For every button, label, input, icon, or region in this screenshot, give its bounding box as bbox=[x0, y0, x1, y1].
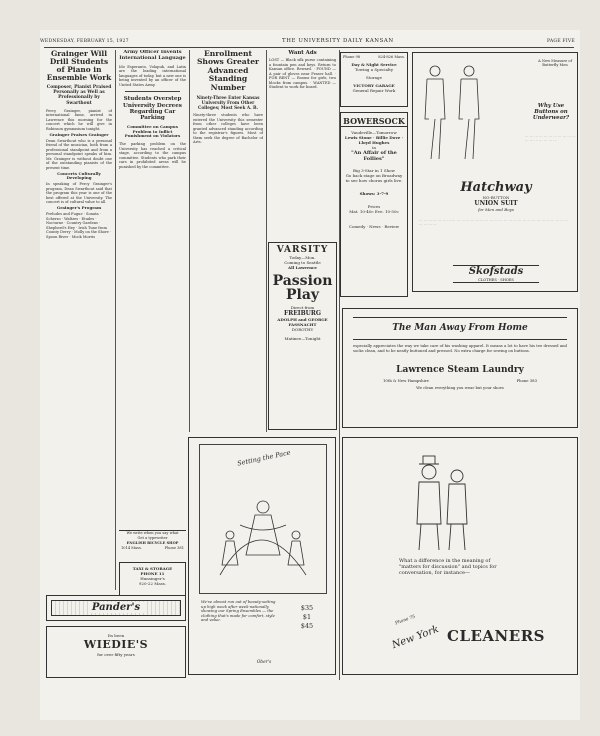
subhead-parking: Committee on Campus Problem to Inflict Punishment on Violators bbox=[124, 123, 181, 139]
paragraph: Ido Esperanto, Volapuk, and Latin are the leading international languages of today, but a new one is being invented by an officer of the United States Army. bbox=[119, 64, 186, 87]
column-rule bbox=[189, 50, 190, 432]
skofstads-name: Skofstads bbox=[468, 266, 524, 277]
ad-line: DOROTHY bbox=[291, 327, 314, 332]
ad-line: Direct from bbox=[290, 305, 315, 310]
ad-line: NO-BUTTON bbox=[482, 195, 510, 200]
ad-body: What a difference in the meaning of "matters for discussion" and topics for conversation, for instance— bbox=[399, 558, 497, 576]
setting-pace-title: Setting the Pace bbox=[236, 448, 292, 468]
ad-line: TAXI & STORAGE bbox=[132, 566, 173, 571]
ad-line: Storage bbox=[366, 75, 382, 80]
ad-line: PHONE 11 bbox=[140, 571, 165, 576]
column-rule bbox=[115, 50, 116, 590]
ad-varsity bbox=[268, 242, 337, 430]
section-heading: Grainger Praises Grainger bbox=[49, 131, 109, 137]
ny-brand: New York bbox=[390, 623, 441, 652]
gentlemen-illustration bbox=[409, 454, 479, 554]
ad-line: Shows: 3-7-9 bbox=[359, 191, 389, 196]
headline: Enrollment Shows Greater Advanced Standing Number bbox=[196, 50, 260, 92]
masthead-rule bbox=[44, 47, 574, 48]
men-illustration bbox=[417, 59, 487, 169]
ad-line: in bbox=[372, 145, 376, 150]
ad-line: Phone 98 bbox=[343, 55, 361, 59]
ad-line: General Repair Work bbox=[352, 88, 396, 93]
ad-line: Prices bbox=[367, 204, 381, 209]
subhead: Ninety-Three Enter Kansas University From Other Colleges; Most Seek A. B. bbox=[196, 95, 260, 111]
want-ads bbox=[269, 50, 336, 230]
ad-new-york-cleaners bbox=[342, 437, 578, 675]
ad-line: Matinee—Tonight bbox=[284, 336, 321, 341]
ad-line: A New Measure of Butterfly Men bbox=[538, 59, 572, 68]
paragraph: The parking problem on the University has reached a critical stage, according to the campus committee. Students who park their cars in prohibited areas will be punished by the committee. bbox=[119, 142, 186, 169]
article-army-language bbox=[119, 50, 186, 550]
ad-line: Why Use Buttons on Underwear? bbox=[532, 103, 570, 121]
price: $45 bbox=[300, 622, 314, 630]
panders-name: Pander's bbox=[88, 602, 144, 613]
laundry-name: Lawrence Steam Laundry bbox=[396, 365, 524, 376]
price: $1 bbox=[302, 613, 312, 621]
article-enrollment bbox=[193, 50, 263, 430]
ad-setting-the-pace bbox=[188, 437, 336, 675]
dancers-illustration bbox=[200, 445, 326, 593]
ad-lawrence-steam-laundry bbox=[342, 308, 578, 428]
ad-line: ADOLPH and GEORGE FASSNACHT bbox=[277, 317, 328, 327]
bowersock-title: BOWERSOCK bbox=[341, 116, 407, 127]
ad-line: ENGLISH BICYCLE SHOP bbox=[126, 541, 179, 545]
ad-line: FREIBURG bbox=[283, 310, 322, 317]
ad-line: All Lawrence bbox=[288, 265, 317, 270]
section-heading: Grainger's Program bbox=[56, 205, 102, 211]
ad-line: 824-826 Mass. bbox=[378, 55, 405, 59]
ad-line: Go back stage on Broadway to see how chorus girls live. bbox=[345, 173, 403, 183]
ad-line: Get a typewriter bbox=[137, 536, 168, 540]
paragraph: Dean Swarthout who is a personal friend of the musician, both from a professional standpoint and from a personal standpoint speaks of him. Mr. Grainger is without doubt one of the outstanding pianists of the present time. bbox=[46, 138, 112, 170]
ad-line: 10th & New Hampshire bbox=[383, 378, 429, 384]
ad-line: Day & Night Service bbox=[351, 62, 397, 67]
ad-english-bicycle-shop bbox=[119, 530, 186, 558]
ad-line: for over fifty years bbox=[97, 652, 135, 657]
ad-wiedies bbox=[46, 626, 186, 678]
ad-taxi-storage bbox=[119, 562, 186, 596]
paragraph: Percy Grainger, pianist of international fame, arrived in Lawrence this morning for the concert which he will give in Robinson gymnasium tonight. bbox=[46, 108, 112, 131]
headline: Grainger Will Drill Students of Piano in Ensemble Work bbox=[46, 50, 112, 82]
ad-line: for Men and Boys bbox=[478, 207, 514, 212]
ad-line: Phone 75 bbox=[394, 614, 417, 627]
store-name: Ober's bbox=[256, 660, 272, 665]
ad-line: Lewis Stone · Billie Dove · Lloyd Hughes bbox=[344, 135, 404, 145]
paragraph: In speaking of Percy Grainger's program, Dean Swarthout said that the program this year is one of the best offered at the University. The concert is of cultural value to all. bbox=[46, 182, 112, 205]
want-ads-title: Want Ads bbox=[288, 50, 317, 56]
cleaners-name: CLEANERS bbox=[447, 627, 545, 645]
ad-line: Phone 381 bbox=[164, 546, 184, 550]
illustration-frame bbox=[199, 444, 327, 594]
ad-body: especially appreciates the way we take care of his washing apparel. It means a lot to have his tee dressed and socks clean, and to be neatly buttoned and pressed. No extra charge for sewing on buttons. bbox=[353, 343, 567, 353]
section-heading: Concerts Culturally Developing bbox=[57, 170, 101, 181]
ad-line: Towing a Specialty bbox=[354, 67, 394, 72]
passion-play-title: Passion Play bbox=[272, 273, 333, 303]
ad-victory-garage bbox=[340, 52, 408, 107]
ad-line: Phone 383 bbox=[516, 378, 537, 384]
ad-line: Big 3-Star in 1 Show bbox=[353, 168, 395, 173]
program-list: Preludes and Fugue · Sonata · Scherzo · Waltzes · Etudes · Nocturne · Country Gardens · Shepherd's Hey · Irish Tune from County Derry · Molly on the Shore · Spoon River · Mock Morris bbox=[46, 212, 112, 239]
varsity-title: VARSITY bbox=[276, 245, 329, 255]
ad-line: Hunsinger's bbox=[140, 576, 165, 581]
ad-line: "An Affair of the Follies" bbox=[351, 150, 397, 162]
want-ads-text: LOST — Black silk purse containing a fountain pen and keys. Return to Kansan office. Reward. · FOUND — A pair of gloves near Fraser hall. · FOR RENT — Rooms for girls, two blocks from campus. · WANTED — Student to work for board. bbox=[269, 58, 336, 89]
man-away-title: The Man Away From Home bbox=[353, 317, 567, 340]
ad-bowersock bbox=[340, 112, 408, 297]
ad-line: Its been bbox=[107, 633, 125, 638]
ad-line: CLOTHES · SHOES bbox=[478, 278, 514, 282]
ad-line: Today—Mon. bbox=[289, 255, 316, 260]
ad-line: 920-22 Mass. bbox=[138, 581, 167, 586]
ad-line: VICTORY GARAGE bbox=[353, 83, 395, 88]
price: $35 bbox=[300, 604, 314, 612]
headline: Army Officer Invents International Language bbox=[119, 50, 186, 61]
masthead bbox=[40, 36, 575, 46]
subhead: Composer, Pianist Praised Personally as Well as Professionally by Swarthout bbox=[46, 85, 112, 106]
ad-line: We write when you say what bbox=[126, 531, 179, 535]
ad-line: UNION SUIT bbox=[474, 200, 518, 207]
ad-panders bbox=[46, 595, 186, 621]
ad-line: We clean everything you wear but your shoes bbox=[416, 385, 504, 391]
wiedies-name: WIEDIE'S bbox=[83, 638, 149, 651]
ad-body: We've almost run out of beauty-setting up high week after week-nationally showing our Spring Ensembles — the clothing that's made for comfort, style and value. bbox=[201, 599, 276, 623]
ad-line: Vaudeville—Tomorrow bbox=[351, 130, 397, 135]
paragraph: Ninety-three students who have entered the University this semester from other colleges have been granted advanced standing according to the registrar's figures. Most of them seek the degree of Bachelor of Arts. bbox=[193, 113, 263, 145]
ad-line: 1014 Mass. bbox=[121, 546, 142, 550]
hatchway-brand: Hatchway bbox=[460, 180, 532, 195]
column-rule bbox=[266, 50, 267, 432]
ad-hatchway: A New Measure of Butterfly Men Why Use Buttons on Underwear? ··· ··· ··· ··· ··· ··· ··· ··· ··· ··· ··· ··· ··· ··· ··· ··· ··· ··· Hatchway NO-BUTTON UNION SUIT for Men and Boys ··· ··· ··· ··· ··· ··· ··· ··· ··· ··· ··· ··· ··· ··· ··· ··· ··· ··· ··· ··· ··· ··· ··· ··· ··· ··· ··· ··· ··· ··· ··· ··· ··· ··· ··· ··· Skofstads CLOTHES · SHOES bbox=[412, 52, 578, 292]
masthead-page: PAGE FIVE bbox=[547, 38, 575, 44]
masthead-date: WEDNESDAY, FEBRUARY 15, 1927 bbox=[40, 38, 129, 44]
ad-line: Mat. 10-40c Eve. 10-50c bbox=[349, 209, 399, 214]
ad-line: Coming to Seattle bbox=[284, 260, 321, 265]
article-grainger bbox=[46, 50, 112, 590]
ad-line: Comedy · News · Review bbox=[348, 224, 400, 229]
masthead-title: THE UNIVERSITY DAILY KANSAN bbox=[282, 38, 394, 44]
headline-parking: Students Overstep University Decrees Regarding Car Parking bbox=[123, 96, 182, 122]
